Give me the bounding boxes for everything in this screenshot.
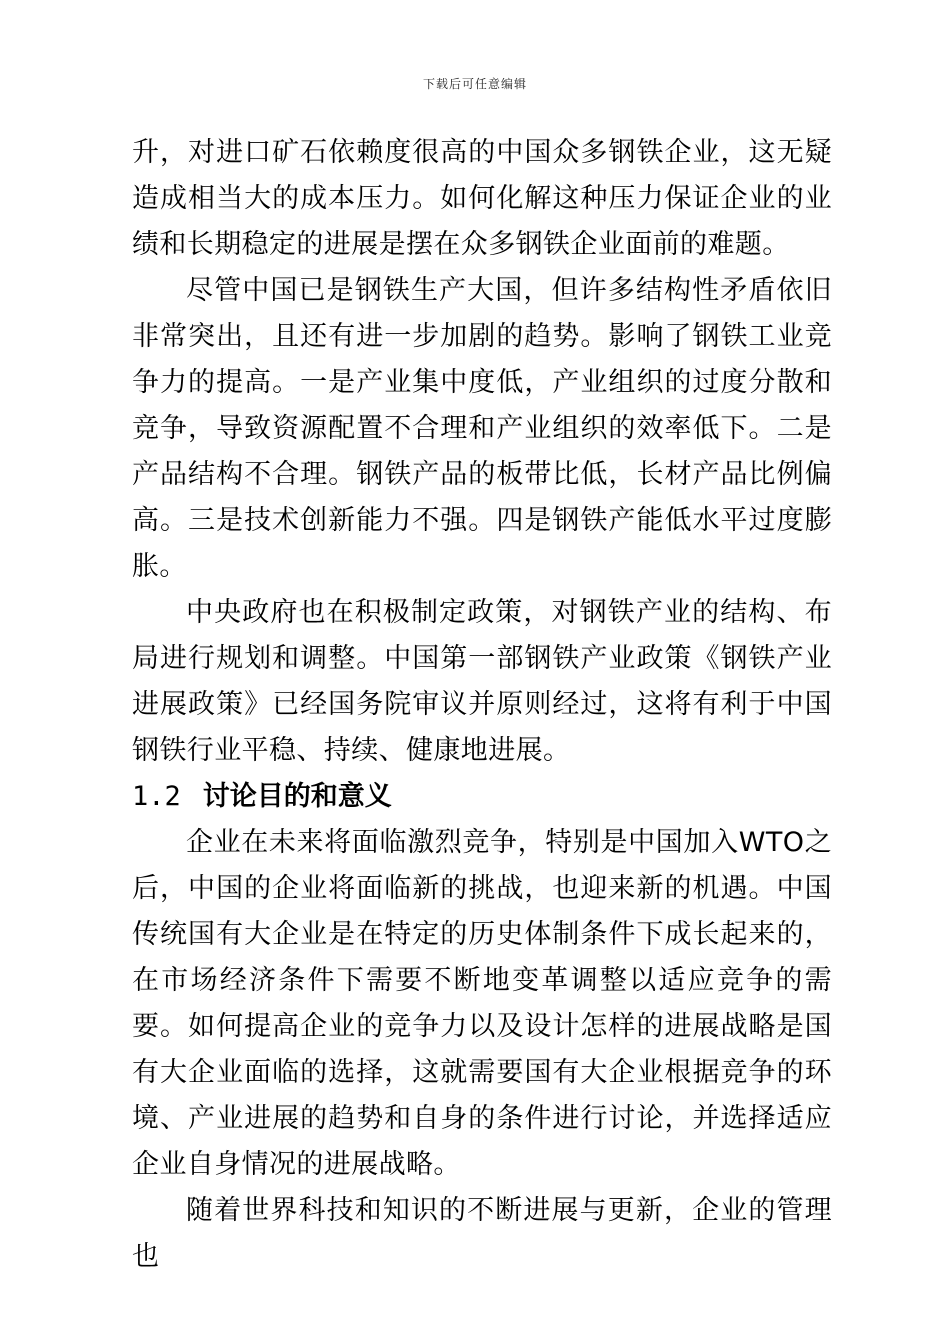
paragraph-purpose: 企业在未来将面临激烈竞争，特别是中国加入WTO之后，中国的企业将面临新的挑战，也迎来新的机遇。中国传统国有大企业是在特定的历史体制条件下成长起来的，在市场经济条件下需要不断地变革调整以适应竞争的需要。如何提高企业的竞争力以及设计怎样的进展战略是国有大企业面临的选择，这就需要国有大企业根据竞争的环境、产业进展的趋势和自身的条件进行讨论，并选择适应企业自身情况的进展战略。 bbox=[132, 827, 832, 1180]
section-title: 讨论目的和意义 bbox=[202, 781, 392, 812]
section-heading bbox=[132, 774, 832, 820]
paragraph-government-policy: 中央政府也在积极制定政策，对钢铁产业的结构、布局进行规划和调整。中国第一部钢铁产业政策《钢铁产业进展政策》已经国务院审议并原则经过，这将有利于中国钢铁行业平稳、持续、健康地进展。 bbox=[132, 597, 832, 766]
paragraph-management: 随着世界科技和知识的不断进展与更新，企业的管理也 bbox=[132, 1195, 832, 1272]
paragraph-continuation: 升，对进口矿石依赖度很高的中国众多钢铁企业，这无疑造成相当大的成本压力。如何化解这种压力保证企业的业绩和长期稳定的进展是摆在众多钢铁企业面前的难题。 bbox=[132, 137, 832, 260]
body-text bbox=[132, 130, 832, 1280]
paragraph-structural-issues: 尽管中国已是钢铁生产大国，但许多结构性矛盾依旧非常突出，且还有进一步加剧的趋势。影响了钢铁工业竞争力的提高。一是产业集中度低，产业组织的过度分散和竞争，导致资源配置不合理和产业组织的效率低下。二是产品结构不合理。钢铁产品的板带比低，长材产品比例偏高。三是技术创新能力不强。四是钢铁产能低水平过度膨胀。 bbox=[132, 275, 832, 582]
section-number: 1.2 bbox=[132, 781, 181, 812]
header-note: 下载后可任意编辑 bbox=[422, 77, 527, 91]
